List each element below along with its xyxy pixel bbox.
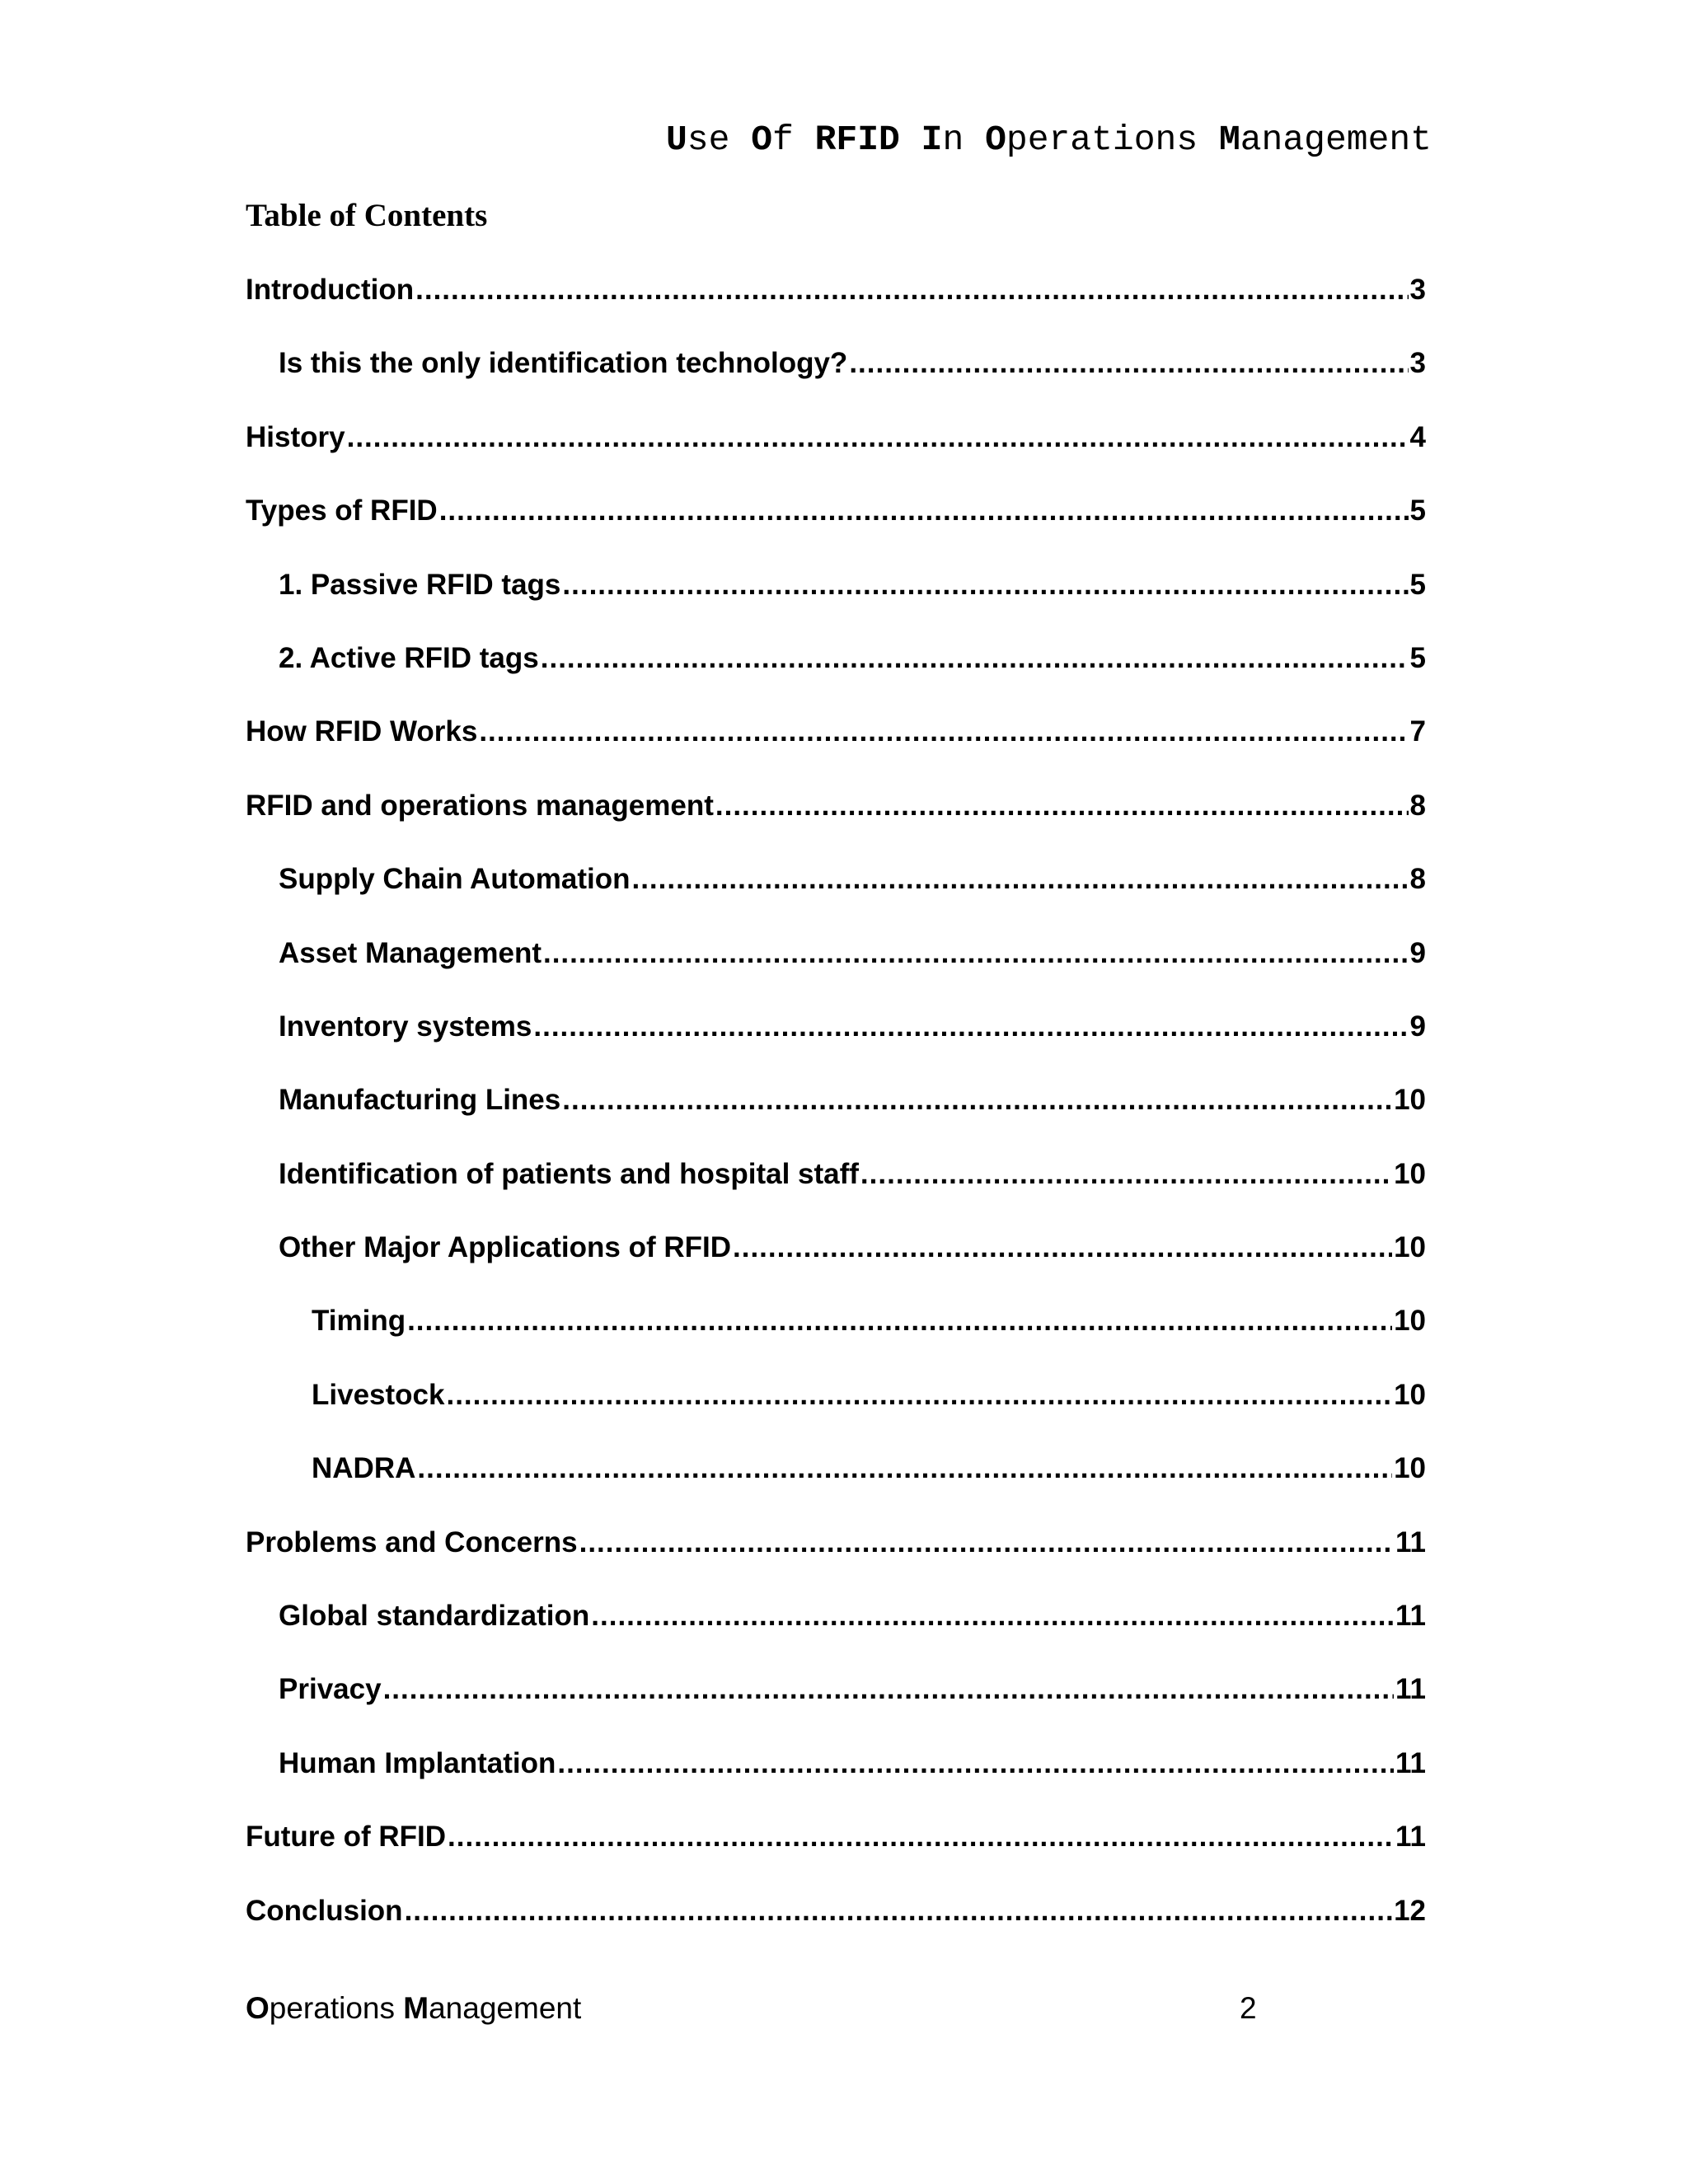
toc-entry[interactable] xyxy=(246,1522,1426,1596)
toc-dot-leader xyxy=(541,638,1409,679)
toc-entry-page: 12 xyxy=(1394,1894,1426,1927)
toc-entry-label: 1. Passive RFID tags xyxy=(279,568,561,601)
toc-entry-label: Problems and Concerns xyxy=(246,1526,578,1558)
header-word: Management xyxy=(1218,120,1432,160)
toc-entry-page: 9 xyxy=(1409,936,1426,969)
page-number: 2 xyxy=(1240,1991,1257,2025)
toc-entry-page: 9 xyxy=(1409,1010,1426,1043)
toc-entry[interactable] xyxy=(246,269,1426,343)
toc-entry-page: 10 xyxy=(1394,1084,1426,1117)
toc-entry-label: Inventory systems xyxy=(279,1010,532,1043)
toc-entry[interactable] xyxy=(246,859,1426,932)
toc-dot-leader xyxy=(448,1816,1394,1858)
toc-dot-leader xyxy=(407,1301,1392,1342)
toc-entry[interactable] xyxy=(246,490,1426,564)
toc-dot-leader xyxy=(533,1006,1408,1047)
toc-entry-page: 10 xyxy=(1394,1452,1426,1485)
toc-entry-page: 8 xyxy=(1409,789,1426,822)
header-word: Operations xyxy=(985,120,1219,160)
toc-entry-page: 10 xyxy=(1394,1305,1426,1338)
toc-entry-label: Conclusion xyxy=(246,1894,403,1927)
toc-entry-page: 7 xyxy=(1409,715,1426,748)
toc-entry[interactable] xyxy=(246,1227,1426,1301)
toc-entry-page: 5 xyxy=(1409,494,1426,527)
toc-entry[interactable] xyxy=(246,638,1426,711)
toc-entry-page: 11 xyxy=(1395,1600,1426,1633)
toc-entry[interactable] xyxy=(246,1154,1426,1227)
toc-entry-label: Privacy xyxy=(279,1673,382,1706)
toc-entry-label: History xyxy=(246,420,345,453)
toc-entry-page: 11 xyxy=(1395,1746,1426,1779)
toc-entry-label: Supply Chain Automation xyxy=(279,863,631,896)
toc-entry-label: Other Major Applications of RFID xyxy=(279,1231,731,1264)
toc-entry[interactable] xyxy=(246,785,1426,859)
toc-entry-label: How RFID Works xyxy=(246,715,478,748)
toc-dot-leader xyxy=(631,859,1408,900)
toc-dot-leader xyxy=(405,1891,1393,1932)
toc-entry-label: Asset Management xyxy=(279,936,542,969)
toc-entry[interactable] xyxy=(246,1743,1426,1816)
toc-entry[interactable] xyxy=(246,565,1426,638)
toc-dot-leader xyxy=(562,1080,1392,1121)
footer-word: Management xyxy=(403,1991,582,2025)
footer-title xyxy=(246,1993,581,2023)
toc-dot-leader xyxy=(417,1448,1392,1489)
toc-entry-label: 2. Active RFID tags xyxy=(279,641,539,674)
toc-entry-page: 11 xyxy=(1395,1673,1426,1706)
toc-entry-label: Livestock xyxy=(312,1378,445,1411)
toc-dot-leader xyxy=(860,1154,1392,1195)
toc-entry-label: Is this the only identification technology? xyxy=(279,347,848,380)
toc-entry[interactable] xyxy=(246,1375,1426,1448)
toc-dot-leader xyxy=(579,1522,1394,1563)
toc-dot-leader xyxy=(715,785,1409,827)
toc-entry[interactable] xyxy=(246,1669,1426,1742)
toc-entry[interactable] xyxy=(246,1448,1426,1521)
toc-entry[interactable] xyxy=(246,1891,1426,1964)
toc-dot-leader xyxy=(543,933,1409,974)
toc-entry-page: 10 xyxy=(1394,1157,1426,1190)
toc-dot-leader xyxy=(479,711,1408,752)
toc-entry[interactable] xyxy=(246,1816,1426,1890)
toc-entry-page: 10 xyxy=(1394,1231,1426,1264)
toc-entry[interactable] xyxy=(246,1301,1426,1374)
header-word: Of xyxy=(751,120,815,160)
toc-entry-label: Identification of patients and hospital staff xyxy=(279,1157,859,1190)
toc-list xyxy=(246,269,1426,1964)
toc-entry-page: 11 xyxy=(1395,1526,1426,1558)
toc-dot-leader xyxy=(347,417,1409,458)
toc-entry-page: 11 xyxy=(1395,1821,1426,1854)
toc-entry[interactable] xyxy=(246,1080,1426,1153)
toc-entry-page: 10 xyxy=(1394,1378,1426,1411)
toc-entry[interactable] xyxy=(246,1006,1426,1080)
toc-dot-leader xyxy=(439,490,1409,532)
toc-entry[interactable] xyxy=(246,711,1426,785)
toc-dot-leader xyxy=(562,565,1408,606)
toc-title: Table of Contents xyxy=(246,198,488,233)
toc-entry-label: Manufacturing Lines xyxy=(279,1084,561,1117)
toc-entry-label: Human Implantation xyxy=(279,1746,556,1779)
toc-entry-page: 3 xyxy=(1409,347,1426,380)
toc-dot-leader xyxy=(446,1375,1392,1416)
footer-word: Operations xyxy=(246,1991,404,2025)
toc-entry-page: 4 xyxy=(1409,420,1426,453)
header-word: In xyxy=(921,120,986,160)
toc-entry-page: 5 xyxy=(1409,568,1426,601)
toc-entry[interactable] xyxy=(246,343,1426,416)
running-header xyxy=(665,120,1432,160)
toc-dot-leader xyxy=(849,343,1408,384)
toc-entry[interactable] xyxy=(246,1596,1426,1669)
toc-entry-page: 3 xyxy=(1409,274,1426,306)
toc-entry-label: Future of RFID xyxy=(246,1821,447,1854)
header-word: Use xyxy=(665,120,752,160)
toc-entry-label: NADRA xyxy=(312,1452,416,1485)
toc-dot-leader xyxy=(733,1227,1392,1268)
toc-entry-page: 5 xyxy=(1409,641,1426,674)
toc-entry-label: Timing xyxy=(312,1305,406,1338)
toc-dot-leader xyxy=(591,1596,1394,1637)
toc-entry-label: Introduction xyxy=(246,274,415,306)
toc-entry[interactable] xyxy=(246,417,1426,490)
toc-entry-label: Global standardization xyxy=(279,1600,590,1633)
toc-dot-leader xyxy=(383,1669,1394,1710)
toc-entry[interactable] xyxy=(246,933,1426,1006)
header-word: RFID xyxy=(814,120,900,160)
toc-entry-label: RFID and operations management xyxy=(246,789,714,822)
toc-dot-leader xyxy=(415,269,1408,311)
toc-entry-label: Types of RFID xyxy=(246,494,438,527)
toc-entry-page: 8 xyxy=(1409,863,1426,896)
toc-dot-leader xyxy=(557,1743,1394,1784)
